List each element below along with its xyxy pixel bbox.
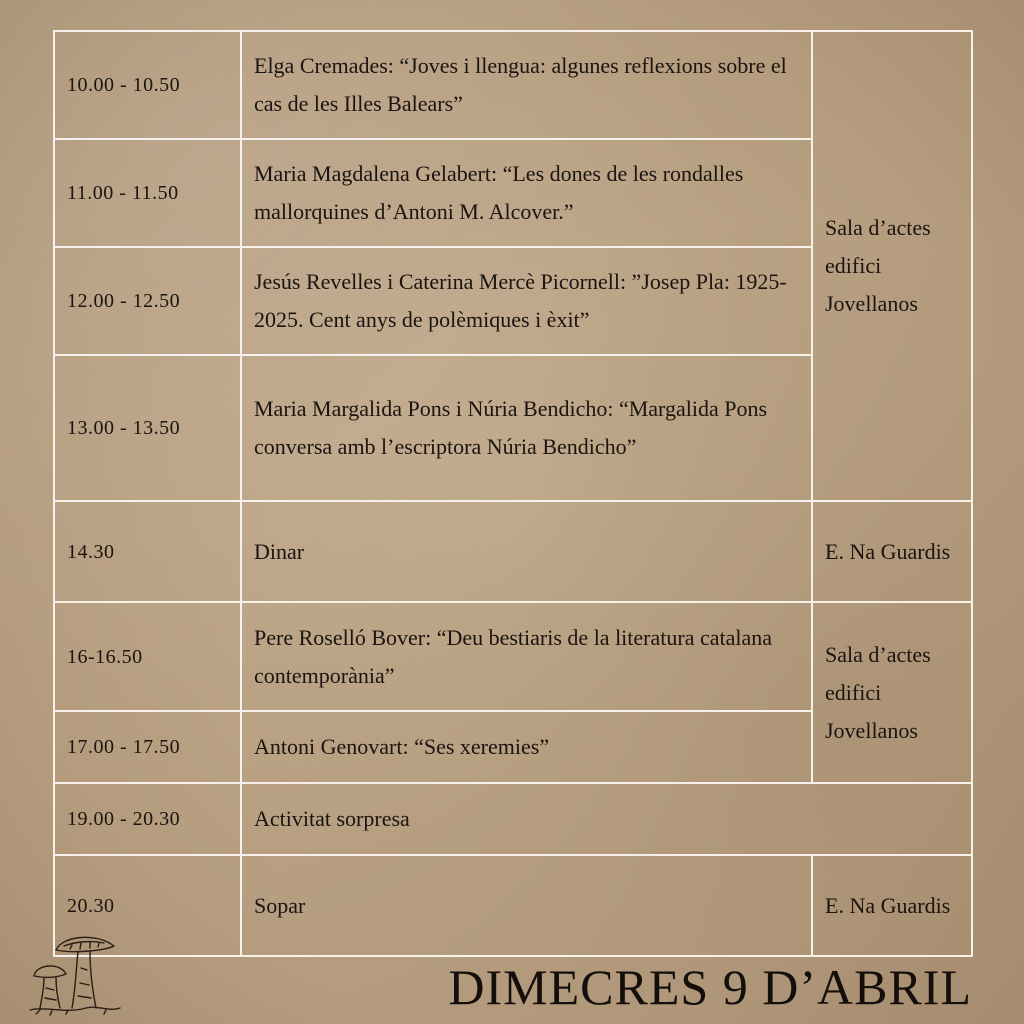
schedule-row [54,855,972,956]
session-title: Activitat sorpresa [241,783,972,855]
session-time: 14.30 [54,501,241,602]
session-location: Sala d’actes edifici Jovellanos [812,602,972,783]
session-time: 20.30 [54,855,241,956]
session-location: Sala d’actes edifici Jovellanos [812,31,972,501]
page-title: DIMECRES 9 D’ABRIL [448,959,972,1015]
session-time: 11.00 - 11.50 [54,139,241,247]
session-time: 10.00 - 10.50 [54,31,241,139]
session-title: Maria Margalida Pons i Núria Bendicho: “Margalida Pons conversa amb l’escriptora Núria Bendicho” [241,355,812,501]
session-title: Antoni Genovart: “Ses xeremies” [241,711,812,783]
schedule-row [54,602,972,711]
session-location: E. Na Guardis [812,855,972,956]
session-title: Elga Cremades: “Joves i llengua: algunes reflexions sobre el cas de les Illes Balears” [241,31,812,139]
session-title: Jesús Revelles i Caterina Mercè Picornell: ”Josep Pla: 1925-2025. Cent anys de polèmiques i èxit” [241,247,812,355]
schedule-row [54,783,972,855]
session-title: Maria Magdalena Gelabert: “Les dones de les rondalles mallorquines d’Antoni M. Alcover.” [241,139,812,247]
session-title: Dinar [241,501,812,602]
session-title: Sopar [241,855,812,956]
schedule-row [54,501,972,602]
schedule-table [53,30,973,957]
schedule-row [54,31,972,139]
session-location: E. Na Guardis [812,501,972,602]
session-time: 16-16.50 [54,602,241,711]
session-title: Pere Roselló Bover: “Deu bestiaris de la literatura catalana contemporània” [241,602,812,711]
session-time: 12.00 - 12.50 [54,247,241,355]
session-time: 13.00 - 13.50 [54,355,241,501]
mushroom-illustration-icon [26,928,122,1018]
session-time: 17.00 - 17.50 [54,711,241,783]
session-time: 19.00 - 20.30 [54,783,241,855]
